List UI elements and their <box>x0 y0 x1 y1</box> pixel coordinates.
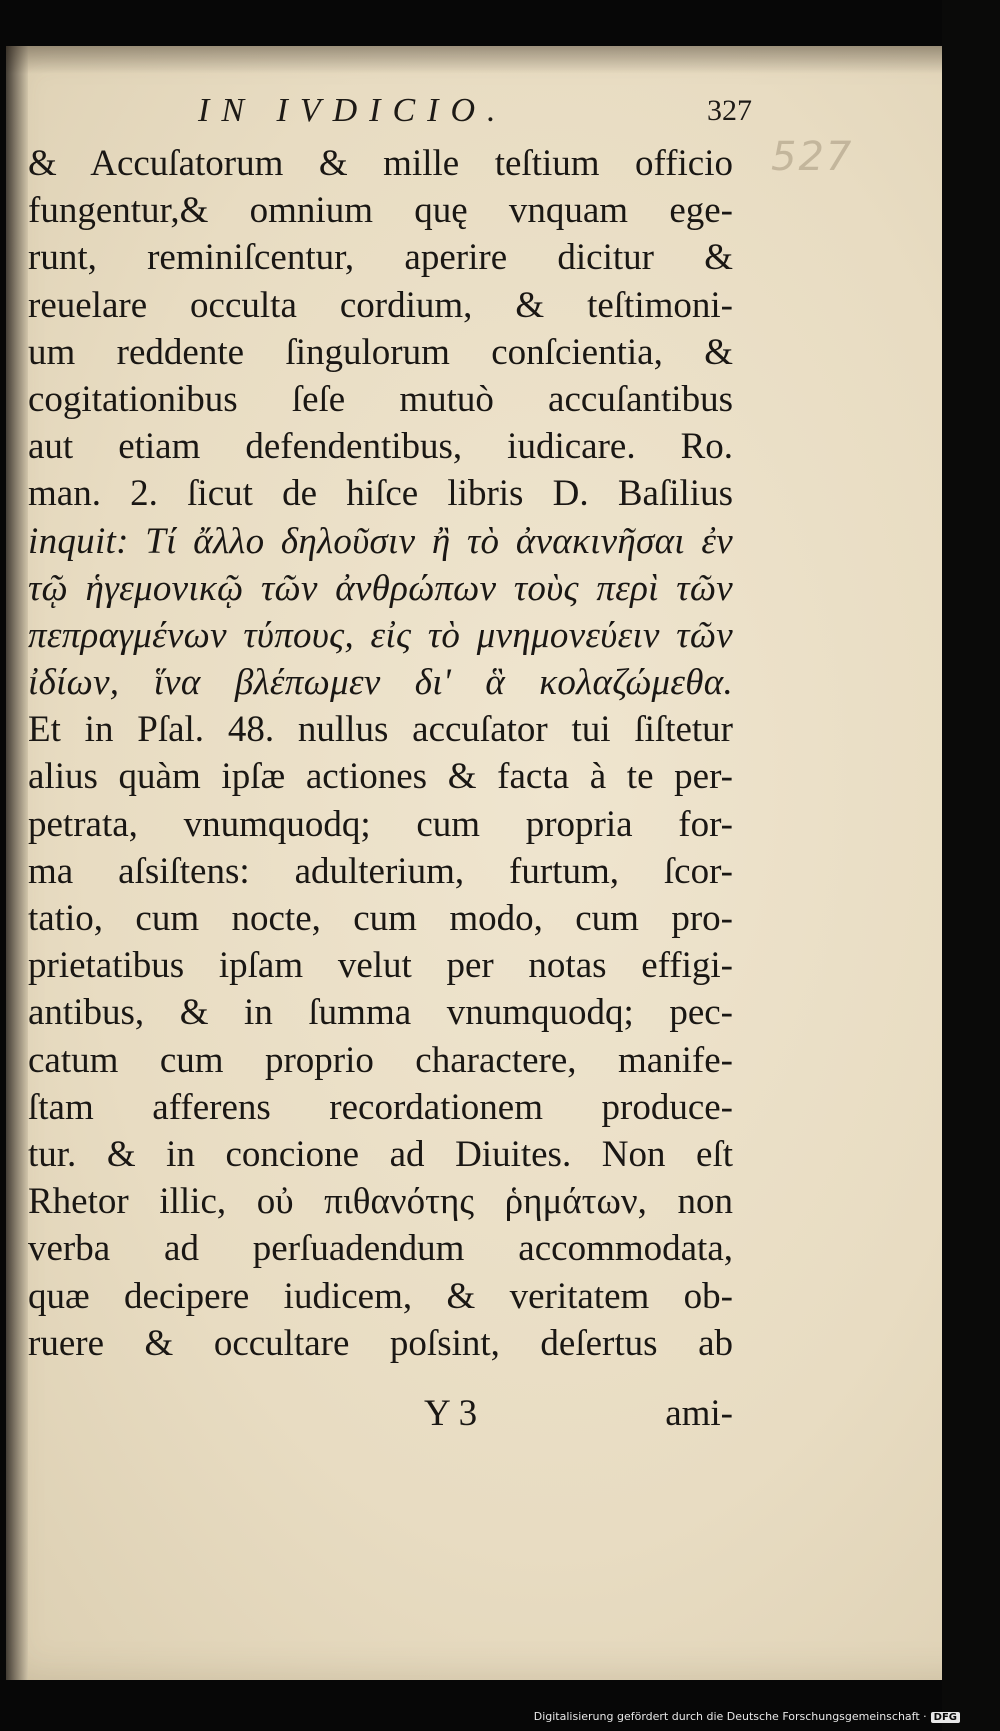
text-line: ſtam afferens recordationem produce- <box>28 1086 733 1128</box>
text-line: aut etiam defendentibus, iudicare. Ro. <box>28 426 733 468</box>
book-edge <box>6 46 28 1680</box>
text-line: alius quàm ipſæ actiones & facta à te per- <box>28 756 733 798</box>
text-line: antibus, & in ſumma vnumquodq; pec- <box>28 992 733 1034</box>
catchword: ami- <box>665 1393 733 1434</box>
text-line: catum cum proprio charactere, manife- <box>28 1039 733 1081</box>
page-shadow <box>6 46 996 74</box>
text-line: um reddente ſingulorum conſcientia, & <box>28 331 733 373</box>
page-footer <box>28 1392 733 1440</box>
text-line: inquit: Τί ἄλλο δηλοῦσιν ἢ τὸ ἀνακινῆσαι ἐν <box>28 520 733 562</box>
text-line: tur. & in concione ad Diuites. Non eſt <box>28 1133 733 1175</box>
text-line: quæ decipere iudicem, & veritatem ob- <box>28 1275 733 1317</box>
signature-mark: Y 3 <box>424 1393 478 1434</box>
page-number: 327 <box>707 94 752 127</box>
text-line: fungentur,& omnium quę vnquam ege- <box>28 190 733 232</box>
body-text <box>28 140 733 1367</box>
text-line: τῷ ἡγεμονικῷ τῶν ἀνθρώπων τοὺς περὶ τῶν <box>28 567 733 609</box>
text-line: tatio, cum nocte, cum modo, cum pro- <box>28 898 733 939</box>
text-line: πεπραγμένων τύπους, εἰς τὸ μνημονεύειν τῶν <box>28 614 733 656</box>
text-line: runt, reminiſcentur, aperire dicitur & <box>28 237 733 279</box>
digitization-credit <box>534 1710 960 1723</box>
text-line: prietatibus ipſam velut per notas effigi- <box>28 945 733 987</box>
text-line: petrata, vnumquodq; cum propria for- <box>28 803 733 845</box>
scan-margin <box>942 0 1000 1731</box>
text-line: Rhetor illic, οὐ πιθανότης ῥημάτων, non <box>28 1181 733 1223</box>
text-line: verba ad perſuadendum accommodata, <box>28 1228 733 1270</box>
credit-text: Digitalisierung gefördert durch die Deutsche Forschungsgemeinschaft · <box>533 1710 927 1723</box>
text-line: cogitationibus ſeſe mutuò accuſantibus <box>28 378 733 420</box>
text-line: ἰδίων, ἵνα βλέπωμεν δι' ἃ κολαζώμεθα. <box>28 662 733 704</box>
dfg-logo: DFG <box>931 1712 960 1723</box>
text-line: Et in Pſal. 48. nullus accuſator tui ſiſtetur <box>28 709 733 751</box>
page-header <box>160 92 752 132</box>
text-line: ma aſsiſtens: adulterium, furtum, ſcor- <box>28 850 733 892</box>
text-line: & Accuſatorum & mille teſtium officio <box>28 143 733 184</box>
text-line: reuelare occulta cordium, & teſtimoni- <box>28 284 733 326</box>
text-line: ruere & occultare poſsint, deſertus ab <box>28 1322 733 1364</box>
handwritten-page-number: 527 <box>771 134 854 180</box>
running-head: IN IVDICIO. <box>198 92 508 129</box>
text-line: man. 2. ſicut de hiſce libris D. Baſilius <box>28 473 733 515</box>
